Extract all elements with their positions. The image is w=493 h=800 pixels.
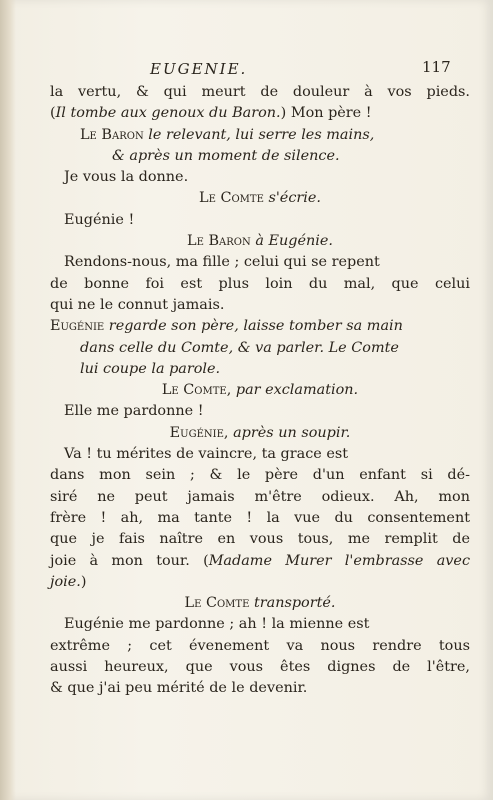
speaker-name: Le Comte [199,190,264,207]
text-line [50,614,470,635]
dialogue-text: aussi heureux, que vous êtes dignes de l'être, [50,659,470,676]
text-line [50,572,470,593]
stage-direction: le relevant, lui serre les mains, [143,126,375,143]
stage-direction: à Eugénie. [250,233,333,250]
text-line [50,380,470,401]
text-line [50,551,470,572]
dialogue-text: Eugénie me pardonne ; ah ! la mienne est [64,616,370,633]
dialogue-text: Va ! tu mérites de vaincre, ta grace est [64,446,349,463]
text-line [50,487,470,508]
dialogue-text: ) Mon père ! [280,105,372,122]
dialogue-text: Je vous la donne. [64,169,189,186]
text-line [50,274,470,295]
speaker-name: Le Baron [80,126,144,143]
stage-direction: s'écrie. [263,190,321,207]
speaker-name: Eugénie [50,318,105,335]
text-line [50,359,470,380]
text-line [50,231,470,252]
dialogue-text: dans mon sein ; & le père d'un enfant si dé- [50,467,470,484]
text-line [50,444,470,465]
dialogue-text: Elle me pardonne ! [64,403,204,420]
page-header [0,56,493,80]
stage-direction: joie. [50,573,81,590]
stage-direction: après un soupir. [233,424,351,441]
text-line [50,678,470,699]
text-line [50,657,470,678]
dialogue-text: la vertu, & qui meurt de douleur à vos pieds. [50,84,470,100]
text-line [50,188,470,209]
text-line [50,82,470,103]
speaker-name: Le Baron [187,233,251,250]
dialogue-text: , [223,424,234,441]
dialogue-text: & que j'ai peu mérité de le devenir. [50,680,308,697]
stage-direction: transporté. [249,595,336,612]
stage-direction: Il tombe aux genoux du Baron. [55,105,281,122]
text-line [50,167,470,188]
text-line [50,338,470,359]
dialogue-text: siré ne peut jamais m'être odieux. Ah, mon [50,488,470,505]
dialogue-text: Rendons-nous, ma fille ; celui qui se repent [64,254,380,271]
speaker-name: Le Comte [161,382,227,399]
text-line [50,125,470,146]
text-line [50,103,470,124]
dialogue-text: , [226,382,236,399]
speaker-name: Eugénie [169,424,224,441]
text-line [50,401,470,422]
text-line [50,210,470,231]
text-line [50,316,470,337]
dialogue-text: ) [80,573,87,590]
play-text [50,82,470,700]
stage-direction: par exclamation. [235,382,359,399]
text-line [50,146,470,167]
text-line [50,465,470,486]
dialogue-text: ( [50,105,56,122]
text-line [50,636,470,657]
stage-direction: regarde son père, laisse tomber sa main [104,318,403,335]
speaker-name: Le Comte [184,595,250,612]
stage-direction: lui coupe la parole. [80,360,221,377]
text-line [50,252,470,273]
text-line [50,295,470,316]
dialogue-text: extrême ; cet évenement va nous rendre tous [50,637,470,654]
page-number: 117 [422,58,451,76]
text-line [50,423,470,444]
dialogue-text: joie à mon tour. ( [50,552,209,569]
stage-direction: & après un moment de silence. [112,147,340,164]
dialogue-text: Eugénie ! [64,211,135,228]
stage-direction: Madame Murer l'embrasse avec [208,552,471,569]
text-line [50,508,470,529]
dialogue-text: qui ne le connut jamais. [50,296,225,313]
page-gutter [0,0,16,800]
dialogue-text: de bonne foi est plus loin du mal, que celui [50,275,470,292]
text-line [50,593,470,614]
stage-direction: dans celle du Comte, & va parler. Le Comte [80,339,399,356]
dialogue-text: frère ! ah, ma tante ! la vue du consentement [50,509,470,526]
text-line [50,529,470,550]
dialogue-text: que je fais naître en vous tous, me remplit de [50,531,470,548]
running-title: EUGENIE. [150,60,248,78]
